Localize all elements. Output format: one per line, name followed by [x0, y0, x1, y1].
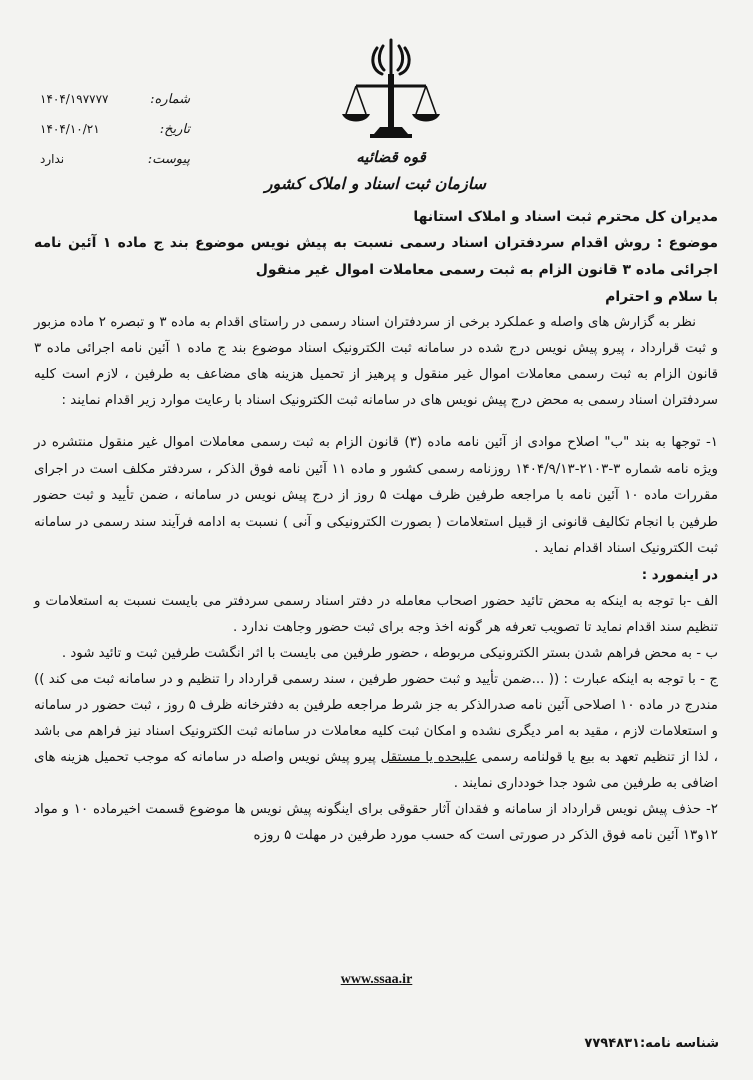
letter-date-value: ۱۴۰۴/۱۰/۲۱: [40, 122, 100, 136]
item-1: ۱- توجها به بند "ب" اصلاح موادی از آئین نامه ماده (۳) قانون الزام به ثبت رسمی معاملات اموال غیر منقول منتشره در ویژه نامه شماره ۳-۲۱۰۳-۱۴۰۴/۹/۱۳ روزنامه رسمی کشور و ماده ۱۱ آئین نامه فوق الذکر ، سردفتر مکلف است در اجرای مقررات ماده ۱۰ آئین نامه با مراجعه طرفین ظرف مهلت ۵ روز از درج پیش نویس در سامانه ، ضمن تأیید و ثبت حضور طرفین با انجام تکالیف قانونی از قبیل استعلامات ( بصورت الکترونیکی و آنی ) نسبت به ادامه فرآیند سند رسمی در سامانه ثبت الکترونیک اسناد اقدام نماید .: [34, 435, 718, 556]
letter-meta: [40, 92, 190, 182]
clause-be: ب - به محض فراهم شدن بستر الکترونیکی مربوطه ، حضور طرفین می بایست با اثر انگشت طرفین ثبت و تائید شود .: [61, 645, 718, 661]
letter-attachment-value: ندارد: [40, 152, 65, 166]
judiciary-name: قوه قضائیه: [356, 148, 426, 166]
website-link[interactable]: www.ssaa.ir: [340, 972, 413, 987]
salutation: با سلام و احترام: [605, 289, 718, 305]
letter-attachment-row: [40, 152, 190, 182]
organization-name: سازمان ثبت اسناد و املاک کشور: [264, 174, 486, 193]
clause-alef: الف -با توجه به اینکه به محض تائید حضور اصحاب معامله در دفتر اسناد رسمی سردفتر می بایست نسبت به استعلامات و تنظیم سند اقدام نماید تا تصویب تعرفه هر گونه اخذ وجه برای ثبت حضور وجاهت ندارد .: [34, 593, 718, 635]
letterhead-emblem: [264, 34, 486, 194]
paragraph-gap: [34, 414, 718, 430]
letter-body: [34, 204, 718, 849]
clause-jim-underlined: علیحده یا مستقل: [380, 749, 477, 765]
in-this-regard: در اینمورد :: [641, 567, 718, 583]
intro-paragraph: نظر به گزارش های واصله و عملکرد برخی از سردفتران اسناد رسمی در راستای اقدام به ماده ۳ و تبصره ۲ ماده مزبور و ثبت قرارداد ، پیرو پیش نویس درج شده در سامانه ثبت الکترونیک اسناد موضوع بند ج ماده ۱ آئین نامه اجرائی ماده ۳ قانون الزام به ثبت رسمی معاملات اموال غیر منقول و پرهیز از تحمیل هزینه های مضاعف به طرفین ، لازم است کلیه سردفتران اسناد رسمی به محض درج پیش نویس های در سامانه ثبت الکترونیک اسناد با رعایت موارد زیر اقدام نمایند :: [34, 315, 718, 408]
letter-attachment-label: پیوست:: [147, 152, 190, 167]
footer-website[interactable]: [0, 972, 753, 988]
judiciary-scales-emblem-icon: [336, 34, 446, 146]
clause-jim: [34, 667, 718, 797]
letter-number-label: شماره:: [150, 92, 190, 107]
clause-jim-part1: ج - با توجه به اینکه عبارت : (( ...ضمن تأیید و ثبت حضور طرفین ، سند رسمی قرارداد را تنظیم و در سامانه ثبت می کند )) مندرج در ماده ۱۰ اصلاحی آئین نامه صدرالذکر به جز شرط مراجعه طرفین به دفترخانه ظرف ۵ روز ، ثبت حضور در سامانه و استعلامات لازم ، مقید به امر دیگری نشده و امکان ثبت کلیه معاملات در سامانه ثبت الکترونیک اسناد نیز فراهم می باشد ، لذا از تنظیم تعهد به بیع یا قولنامه رسمی: [34, 671, 718, 765]
letter-date-label: تاریخ:: [159, 122, 190, 137]
addressee: مدیران کل محترم ثبت اسناد و املاک استانها: [413, 209, 718, 225]
item-2: ۲- حذف پیش نویس قرارداد از سامانه و فقدان آثار حقوقی برای اینگونه پیش نویس ها موضوع قسمت اخیرماده ۱۰ و مواد ۱۲و۱۳ آئین نامه فوق الذکر در صورتی است که حسب مورد طرفین در مهلت ۵ روزه: [34, 801, 718, 843]
letter-date-row: [40, 122, 190, 152]
letter-number-row: [40, 92, 190, 122]
letter-id: شناسه نامه:۷۷۹۴۸۳۱: [584, 1036, 719, 1051]
letter-number-value: ۱۴۰۴/۱۹۷۷۷۷: [40, 92, 109, 106]
clause-jim-part2: پیرو پیش نویس واصله در سامانه که موجب تحمیل هزینه های اضافی به طرفین می شود جدا خودداری نمایند .: [34, 749, 718, 791]
subject: موضوع : روش اقدام سردفتران اسناد رسمی نسبت به پیش نویس موضوع بند ج ماده ۱ آئین نامه اجرائی ماده ۳ قانون الزام به ثبت رسمی معاملات اموال غیر منقول: [34, 235, 718, 278]
